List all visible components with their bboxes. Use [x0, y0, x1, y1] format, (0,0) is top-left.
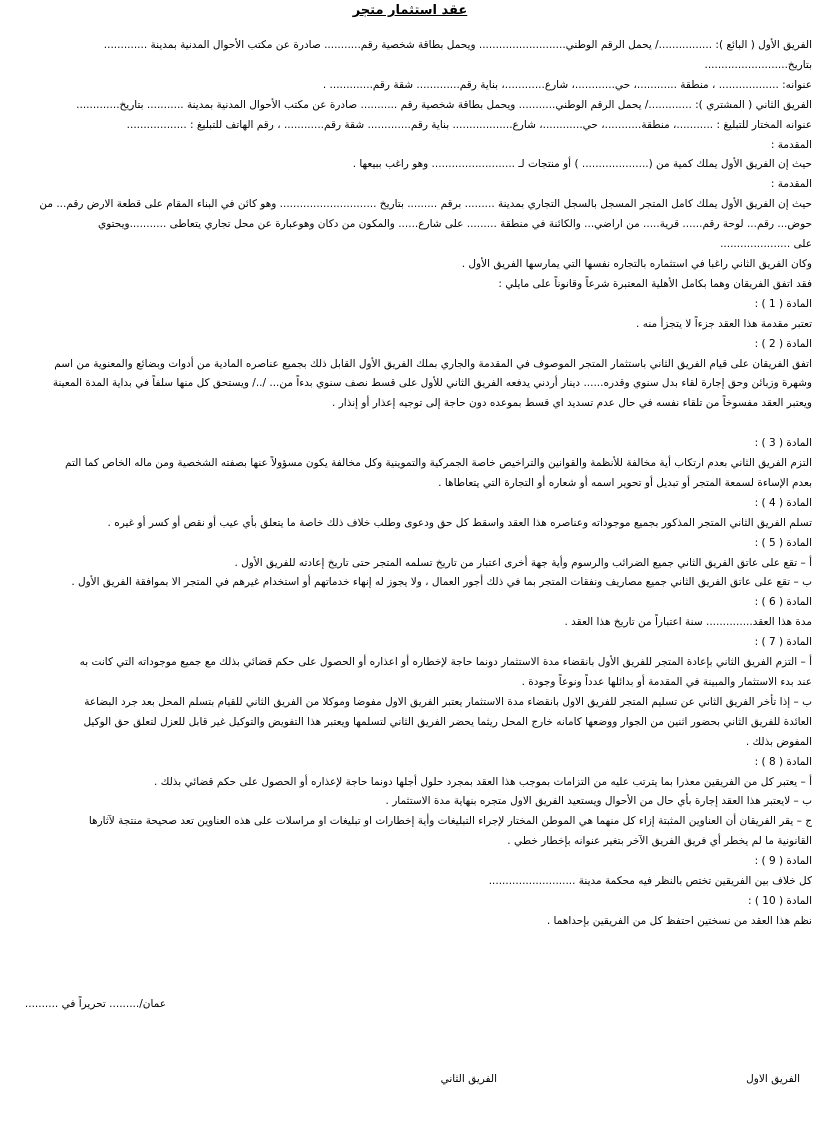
place-and-date: عمان/......... تحريراً في ..........	[24, 998, 166, 1010]
contract-line: ب – تقع على عاتق الفريق الثاني جميع مصاريف ونفقات المتجر بما في ذلك أجور العمال ، ولا يجوز له إنهاء خدماتهم أو استخدام غيرهم في المتجر الا بموافقة الفريق الأول .	[71, 576, 812, 589]
article-heading: المادة ( 4 ) :	[754, 496, 812, 509]
contract-line: الفريق الأول ( البائع ): ................/ يحمل الرقم الوطني.......................... ويحمل بطاقة شخصية رقم........... صادرة عن مكتب الأحوال المدنية بمدينة .............	[103, 39, 812, 51]
article-heading: المادة ( 5 ) :	[754, 536, 812, 549]
contract-line: المفوض بذلك .	[745, 735, 812, 748]
article-heading: المادة ( 6 ) :	[754, 596, 812, 609]
contract-line: كل خلاف بين الفريقين تختص بالنظر فيه محكمة مدينة ..........................	[488, 875, 812, 888]
article-heading: المادة ( 7 ) :	[754, 636, 812, 649]
article-heading: المادة ( 9 ) :	[754, 855, 812, 868]
contract-line: وكان الفريق الثاني راغبا في استثماره بالتجاره نفسها التي يمارسها الفريق الأول .	[461, 257, 812, 270]
contract-line: المقدمة :	[770, 138, 812, 151]
article-heading: المادة ( 10 ) :	[747, 894, 812, 907]
contract-line: بتاريخ.........................	[704, 58, 812, 71]
contract-body	[6, 36, 812, 932]
signature-second-party: الفريق الثاني	[440, 1073, 497, 1085]
article-heading: المادة ( 8 ) :	[754, 755, 812, 768]
contract-line: بعدم الإساءة لسمعة المتجر أو تبديل أو تحوير اسمه أو شعاره أو التجارة التي يتعاطاها .	[438, 476, 812, 489]
contract-line: العائدة للفريق الثاني بحضور اثنين من الجوار ووضعها كامانه خارج المحل ريثما يحضر الفريق الثاني لتسلمها ويعتبر هذا التفويض والتوكيل غير قابل للعزل لتعلق حق الوكيل	[83, 715, 812, 728]
article-heading: المادة ( 2 ) :	[754, 337, 812, 350]
contract-line: أ – التزم الفريق الثاني بإعادة المتجر للفريق الأول بانقضاء مدة الاستثمار دونما حاجة لإخطاره أو اعذاره أو الحصول على حكم قضائي بذلك مع جميع موجوداته التي كانت به	[79, 656, 812, 669]
contract-line: الفريق الثاني ( المشتري ): ............./ يحمل الرقم الوطني........... ويحمل بطاقة شخصية رقم ........... صادرة عن مكتب الأحوال المدنية بمدينة ........... بتاريخ.............	[76, 98, 812, 111]
signature-first-party: الفريق الاول	[746, 1073, 800, 1085]
contract-line: فقد اتفق الفريقان وهما بكامل الأهلية المعتبرة شرعاً وقانوناً على مايلي :	[498, 277, 812, 290]
contract-line: عنوانه: .................. ، منطقة ............، حي............، شارع............، بناية رقم............. شقة رقم............. .	[322, 78, 812, 91]
contract-line: حيث إن الفريق الأول يملك كمية من (.................... ) أو منتجات لـ ......................... وهو راغب ببيعها .	[352, 158, 812, 171]
contract-line: ب – لايعتبر هذا العقد إجارة بأي حال من الأحوال ويستعيد الفريق الاول متجره بنهاية مدة الاستثمار .	[385, 795, 812, 808]
contract-line: ب – إذا تأخر الفريق الثاني عن تسليم المتجر للفريق الاول بانقضاء مدة الاستثمار يعتبر الفريق الاول مفوضا وموكلا من الفريق الثاني للقيام بتسلم المحل بعد جرد البضاعة	[84, 695, 812, 708]
contract-line: نظم هذا العقد من نسختين احتفظ كل من الفريقين بإحداهما .	[546, 914, 812, 927]
contract-line: ويعتبر العقد مفسوخاً من تلقاء نفسه في حال عدم تسديد اي قسط بموعده دون حاجة إلى توجيه إعذار أو إنذار .	[332, 397, 812, 410]
contract-line: اتفق الفريقان على قيام الفريق الثاني باستثمار المتجر الموصوف في المقدمة والجاري بملك الفريق الأول القابل ذلك بجميع عناصره المادية من أدوات وبضائع والمعنوية من اسم	[54, 357, 812, 370]
blank-line	[6, 414, 812, 434]
contract-line: وشهرة وزبائن وحق إجارة لقاء بدل سنوي وقدره...... دينار أردني يدفعه الفريق الثاني للأول على قسط نصف سنوي بدءاً من... /../ ويستحق كل منها سلفاً في بداية المدة المعينة	[52, 377, 812, 390]
contract-line: حيث إن الفريق الأول يملك كامل المتجر المسجل بالسجل التجاري بمدينة ......... برقم ......... بتاريخ ............................. وهو كائن في البناء المقام على قطعة الارض رقم... من	[39, 198, 812, 211]
contract-line: تعتبر مقدمة هذا العقد جزءاً لا يتجزأ منه .	[636, 317, 812, 330]
document-title: عقد استثمار متجر	[352, 3, 468, 18]
contract-line: عند بدء الاستثمار والمبينة في المقدمة أو بدائلها عدداً ونوعاً وجودة .	[521, 675, 812, 688]
contract-line: مدة هذا العقد.............. سنة اعتباراً من تاريخ هذا العقد .	[564, 616, 812, 629]
contract-line: ج – يقر الفريقان أن العناوين المثبتة إزاء كل منهما هي الموطن المختار لإجراء التبليغات وأية إخطارات او تبليغات او مراسلات على هذه العناوين تعد صحيحة منتجة لآثارها	[88, 815, 812, 828]
contract-line: تسلم الفريق الثاني المتجر المذكور بجميع موجوداته وعناصره هذا العقد واسقط كل حق ودعوى وطلب خلاف ذلك خاصة ما يتعلق بأي عيب أو نقص أو كسر أو غيره .	[107, 516, 812, 529]
contract-line: أ – يعتبر كل من الفريقين معذرا بما يترتب عليه من التزامات بموجب هذا العقد بمجرد حلول أجلها دونما حاجة لإعذاره أو الحصول على حكم قضائي بذلك .	[154, 775, 812, 788]
contract-line: حوض... رقم... لوحة رقم...... قرية..... من اراضي... والكائنة في منطقة ......... على شارع...... والمكون من دكان وهوعبارة عن محل تجاري يتعاطى ...........ويحتوي	[97, 218, 812, 231]
contract-line: التزم الفريق الثاني بعدم ارتكاب أية مخالفة للأنظمة والقوانين والتراخيص خاصة الجمركية والتموينية وكل مخالفة يكون مسؤولاً عنها بصفته الشخصية ومن ماله الخاص كما التم	[64, 457, 812, 470]
article-heading: المادة ( 3 ) :	[754, 437, 812, 450]
article-heading: المادة ( 1 ) :	[754, 297, 812, 310]
contract-line: على .....................	[720, 238, 812, 251]
contract-line: المقدمة :	[770, 178, 812, 191]
contract-line: عنوانه المختار للتبليغ : ...........، منطقة...........، حي............، شارع.................. بناية رقم............. شقة رقم............ ، رقم الهاتف للتبليغ : ..................	[126, 118, 812, 131]
contract-line: أ – تقع على عاتق الفريق الثاني جميع الضرائب والرسوم وأية جهة أخرى اعتبار من تاريخ تسلمه المتجر حتى تاريخ إعادته للفريق الأول .	[234, 556, 812, 569]
contract-line: القانونية ما لم يخطر أي فريق الفريق الآخر بتغير عنوانه بإخطار خطي .	[507, 835, 812, 848]
